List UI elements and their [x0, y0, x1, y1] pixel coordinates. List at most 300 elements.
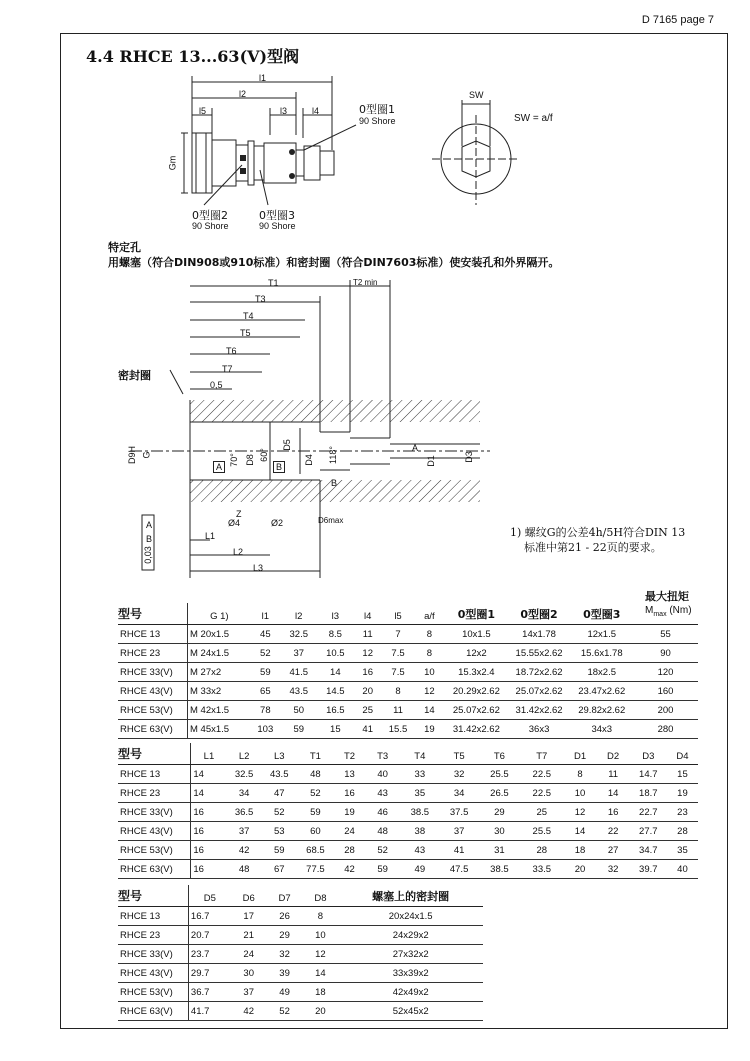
- lbl-d1: D1: [425, 455, 436, 467]
- table-cell: 16: [597, 803, 630, 822]
- table-cell: 55: [633, 625, 698, 644]
- table-cell: 25.5: [479, 765, 520, 784]
- table-row: [118, 663, 698, 682]
- table-cell: 26: [267, 907, 303, 926]
- table-cell: 45: [251, 625, 280, 644]
- table-cell: 42: [227, 841, 262, 860]
- table-cell: 25: [520, 803, 563, 822]
- table-cell: 30: [479, 822, 520, 841]
- column-header: T6: [479, 743, 520, 765]
- table-cell: 8: [414, 625, 445, 644]
- table-cell: 14x1.78: [508, 625, 571, 644]
- column-header: 0型圈2: [508, 603, 571, 625]
- table-cell: 52: [365, 841, 400, 860]
- dim-t2min: T2 min: [353, 278, 378, 287]
- table-cell: 40: [365, 765, 400, 784]
- table-cell: 27.7: [630, 822, 667, 841]
- table-cell: 10x1.5: [445, 625, 508, 644]
- table-cell: 8: [414, 644, 445, 663]
- table-cell: 48: [365, 822, 400, 841]
- table-cell: 41.7: [188, 1002, 230, 1021]
- lbl-a-arrow: A: [412, 443, 419, 453]
- column-header: D1: [564, 743, 597, 765]
- lbl-d3: D3: [463, 451, 474, 463]
- table-row: [118, 803, 698, 822]
- column-header: D3: [630, 743, 667, 765]
- column-header: D4: [667, 743, 698, 765]
- table-cell: 52x45x2: [338, 1002, 483, 1021]
- lbl-g: G: [141, 451, 152, 459]
- column-header: 螺塞上的密封圈: [338, 885, 483, 907]
- table-cell: 103: [251, 720, 280, 739]
- table-cell: 43.5: [262, 765, 297, 784]
- table-cell: 35: [667, 841, 698, 860]
- table-cell: 15.55x2.62: [508, 644, 571, 663]
- table-cell: 78: [251, 701, 280, 720]
- dim-l1-hole: L1: [205, 531, 216, 541]
- table-cell: 52: [251, 644, 280, 663]
- dim-t1: T1: [268, 278, 279, 288]
- table-cell: 200: [633, 701, 698, 720]
- table-cell: RHCE 53(V): [118, 701, 187, 720]
- table-cell: 16: [334, 784, 365, 803]
- table-cell: 24x29x2: [338, 926, 483, 945]
- table-cell: 59: [365, 860, 400, 879]
- table-cell: 24: [334, 822, 365, 841]
- table-cell: 14: [414, 701, 445, 720]
- table-cell: 14: [191, 765, 227, 784]
- table-cell: 8: [564, 765, 597, 784]
- table-cell: 36.7: [188, 983, 230, 1002]
- table-cell: 39.7: [630, 860, 667, 879]
- oring3-shore: 90 Shore: [259, 221, 296, 231]
- lbl-z: Z: [236, 509, 242, 519]
- dim-l1: l1: [259, 73, 267, 83]
- table-cell: 18x2.5: [570, 663, 633, 682]
- table-cell: 10: [564, 784, 597, 803]
- lbl-118deg: 118°: [327, 446, 338, 464]
- table-cell: 24: [231, 945, 267, 964]
- seal-label: 密封圈: [118, 369, 151, 382]
- table-cell: M 42x1.5: [187, 701, 250, 720]
- table-cell: 20: [353, 682, 382, 701]
- table-cell: 23.47x2.62: [570, 682, 633, 701]
- table-cell: 33.5: [520, 860, 563, 879]
- table-cell: 12x1.5: [570, 625, 633, 644]
- table-cell: RHCE 53(V): [118, 983, 188, 1002]
- column-header: T7: [520, 743, 563, 765]
- table-cell: 42: [334, 860, 365, 879]
- table-cell: 19: [667, 784, 698, 803]
- table-row: [118, 926, 483, 945]
- lbl-datum-a: A: [213, 461, 225, 473]
- table-cell: 18.72x2.62: [508, 663, 571, 682]
- table-cell: 22.5: [520, 784, 563, 803]
- dim-l3-hole: L3: [253, 563, 264, 573]
- column-header: D7: [267, 885, 303, 907]
- table-row: [118, 945, 483, 964]
- table-cell: RHCE 63(V): [118, 860, 191, 879]
- table-cell: 43: [400, 841, 439, 860]
- column-header: l5: [382, 603, 413, 625]
- footnote: [510, 525, 685, 555]
- lbl-70deg: 70°: [228, 453, 239, 467]
- column-header: 0型圈1: [445, 603, 508, 625]
- table-cell: 14: [318, 663, 354, 682]
- dim-l3: l3: [280, 106, 288, 116]
- table-cell: 14: [564, 822, 597, 841]
- dim-t6: T6: [226, 346, 237, 356]
- oring1-label: 0型圈1: [359, 103, 395, 116]
- lbl-tol-b: B: [146, 534, 153, 544]
- table-cell: 22.5: [520, 765, 563, 784]
- column-header: L1: [191, 743, 227, 765]
- torque-unit: $M_{max}$ (Nm): [645, 605, 692, 618]
- table-cell: 15: [318, 720, 354, 739]
- footnote-line2: 标准中第21 - 22页的要求。: [524, 541, 662, 554]
- table-cell: 14.7: [630, 765, 667, 784]
- table-cell: RHCE 13: [118, 907, 188, 926]
- table-cell: 28: [520, 841, 563, 860]
- table-cell: 21: [231, 926, 267, 945]
- table-cell: 37: [231, 983, 267, 1002]
- sw-label: SW: [469, 90, 484, 100]
- column-header: a/f: [414, 603, 445, 625]
- table-cell: 7.5: [382, 663, 413, 682]
- table-cell: 7.5: [382, 644, 413, 663]
- column-header: L3: [262, 743, 297, 765]
- table-row: [118, 983, 483, 1002]
- special-hole-body: 用螺塞（符合DIN908或910标准）和密封圈（符合DIN7603标准）使安装孔和外界隔开。: [108, 256, 560, 269]
- table-header-row: [118, 743, 698, 765]
- table-row: [118, 907, 483, 926]
- table-cell: 34x3: [570, 720, 633, 739]
- table-cell: 29: [267, 926, 303, 945]
- table-cell: 36.5: [227, 803, 262, 822]
- table-cell: 15: [667, 765, 698, 784]
- lbl-60deg: 60°: [258, 448, 269, 462]
- table-cell: 52: [267, 1002, 303, 1021]
- table-cell: 16: [353, 663, 382, 682]
- table-cell: 46: [365, 803, 400, 822]
- page-reference: D 7165 page 7: [641, 14, 714, 26]
- table-cell: 22: [597, 822, 630, 841]
- table-cell: 41: [439, 841, 478, 860]
- table-row: [118, 701, 698, 720]
- table-cell: 25: [353, 701, 382, 720]
- column-header: l1: [251, 603, 280, 625]
- table-cell: 42x49x2: [338, 983, 483, 1002]
- column-header: L2: [227, 743, 262, 765]
- table-cell: 28: [334, 841, 365, 860]
- table-cell: 12: [353, 644, 382, 663]
- table-cell: RHCE 33(V): [118, 945, 188, 964]
- table-cell: 14: [191, 784, 227, 803]
- table-cell: 27: [597, 841, 630, 860]
- dim-t3: T3: [255, 294, 266, 304]
- table-cell: 8: [303, 907, 339, 926]
- dim-g: Gm: [167, 155, 178, 171]
- table-cell: 14.5: [318, 682, 354, 701]
- table-cell: 12: [303, 945, 339, 964]
- table-row: [118, 860, 698, 879]
- table-cell: 120: [633, 663, 698, 682]
- table-cell: 18: [303, 983, 339, 1002]
- table-cell: 29.7: [188, 964, 230, 983]
- table-cell: 47: [262, 784, 297, 803]
- table-cell: 11: [353, 625, 382, 644]
- dim-l2: l2: [239, 89, 247, 99]
- lbl-d4: D4: [303, 454, 314, 466]
- table-cell: RHCE 33(V): [118, 803, 191, 822]
- table-cell: 40: [667, 860, 698, 879]
- table-cell: 18: [564, 841, 597, 860]
- table-cell: 30: [231, 964, 267, 983]
- column-header: D8: [303, 885, 339, 907]
- table-cell: 52: [262, 803, 297, 822]
- table-cell: M 45x1.5: [187, 720, 250, 739]
- table-cell: 34.7: [630, 841, 667, 860]
- table-cell: 35: [400, 784, 439, 803]
- table-cell: 32: [439, 765, 478, 784]
- table-cell: 8.5: [318, 625, 354, 644]
- table-cell: 16.7: [188, 907, 230, 926]
- table-cell: 23: [667, 803, 698, 822]
- table-cell: 32.5: [280, 625, 318, 644]
- dim-l5: l5: [199, 106, 207, 116]
- table-header-row: [118, 885, 483, 907]
- table-cell: 20x24x1.5: [338, 907, 483, 926]
- table-cell: 41.5: [280, 663, 318, 682]
- table-cell: 16.5: [318, 701, 354, 720]
- column-header: T5: [439, 743, 478, 765]
- table-cell: 49: [400, 860, 439, 879]
- table-cell: 13: [334, 765, 365, 784]
- table-cell: 20: [564, 860, 597, 879]
- table-cell: 68.5: [297, 841, 334, 860]
- table-cell: 38: [400, 822, 439, 841]
- footnote-line1: 1) 螺纹G的公差4h/5H符合DIN 13: [510, 526, 686, 539]
- table-cell: 39: [267, 964, 303, 983]
- table-cell: 65: [251, 682, 280, 701]
- dim-t5: T5: [240, 328, 251, 338]
- table-cell: 38.5: [400, 803, 439, 822]
- oring1-shore: 90 Shore: [359, 116, 396, 126]
- table-cell: 16: [191, 841, 227, 860]
- lbl-phi4: Ø4: [228, 518, 241, 528]
- oring3-label: 0型圈3: [259, 209, 295, 222]
- table-row: [118, 682, 698, 701]
- table-cell: 7: [382, 625, 413, 644]
- column-header: G 1): [187, 603, 250, 625]
- table-cell: 42: [231, 1002, 267, 1021]
- table-cell: 14: [303, 964, 339, 983]
- table-cell: M 24x1.5: [187, 644, 250, 663]
- table-cell: 10: [414, 663, 445, 682]
- table-cell: 37: [227, 822, 262, 841]
- table-cell: 43: [365, 784, 400, 803]
- table-cell: 59: [251, 663, 280, 682]
- table-cell: 160: [633, 682, 698, 701]
- table-cell: 34: [439, 784, 478, 803]
- section-title: 4.4 RHCE 13...63(V)型阀: [86, 47, 300, 66]
- table-cell: 15.6x1.78: [570, 644, 633, 663]
- table-hole-dimensions: [118, 743, 698, 879]
- column-header: T2: [334, 743, 365, 765]
- table-cell: 77.5: [297, 860, 334, 879]
- table-cell: 36x3: [508, 720, 571, 739]
- table-cell: 29.82x2.62: [570, 701, 633, 720]
- table-cell: RHCE 23: [118, 644, 187, 663]
- table-cell: 14: [597, 784, 630, 803]
- column-header: l3: [318, 603, 354, 625]
- table-row: [118, 765, 698, 784]
- sw-note: SW = a/f: [514, 113, 553, 124]
- table-cell: 47.5: [439, 860, 478, 879]
- table-cell: 38.5: [479, 860, 520, 879]
- lbl-d9h: D9H: [127, 445, 138, 465]
- table-cell: 37: [280, 644, 318, 663]
- lbl-phi2: Ø2: [271, 518, 284, 528]
- table-row: [118, 644, 698, 663]
- lbl-tolerance: 0,03: [142, 546, 153, 564]
- column-header: 型号: [118, 885, 188, 907]
- table-cell: 32: [267, 945, 303, 964]
- table-cell: 16: [191, 822, 227, 841]
- table-valve-dimensions: [118, 603, 698, 739]
- oring2-shore: 90 Shore: [192, 221, 229, 231]
- column-header: T4: [400, 743, 439, 765]
- table-cell: 25.07x2.62: [508, 682, 571, 701]
- column-header: l4: [353, 603, 382, 625]
- table-cell: RHCE 63(V): [118, 720, 187, 739]
- table-row: [118, 822, 698, 841]
- table-cell: 15.5: [382, 720, 413, 739]
- table-cell: 53: [262, 822, 297, 841]
- table-cell: 48: [227, 860, 262, 879]
- table-cell: 31.42x2.62: [508, 701, 571, 720]
- table-cell: 90: [633, 644, 698, 663]
- dim-t7: T7: [222, 364, 233, 374]
- table-row: [118, 625, 698, 644]
- table-cell: 48: [297, 765, 334, 784]
- table-cell: 32: [597, 860, 630, 879]
- column-header: l2: [280, 603, 318, 625]
- table-cell: 12: [414, 682, 445, 701]
- table-cell: 33: [400, 765, 439, 784]
- table-cell: RHCE 13: [118, 625, 187, 644]
- table-cell: 12x2: [445, 644, 508, 663]
- lbl-d5: D5: [281, 439, 292, 451]
- table-cell: 8: [382, 682, 413, 701]
- column-header: T3: [365, 743, 400, 765]
- dim-05: 0,5: [210, 380, 223, 390]
- table-cell: 18.7: [630, 784, 667, 803]
- table-header-row: [118, 603, 698, 625]
- table-cell: 11: [382, 701, 413, 720]
- column-header: D2: [597, 743, 630, 765]
- table-cell: 60: [297, 822, 334, 841]
- table-cell: RHCE 43(V): [118, 682, 187, 701]
- table-cell: 28: [667, 822, 698, 841]
- column-header: [633, 603, 698, 625]
- table-cell: 59: [280, 720, 318, 739]
- table-cell: 67: [262, 860, 297, 879]
- table-cell: 12: [564, 803, 597, 822]
- table-row: [118, 841, 698, 860]
- table-cell: M 20x1.5: [187, 625, 250, 644]
- table-cell: 27x32x2: [338, 945, 483, 964]
- table-cell: RHCE 23: [118, 784, 191, 803]
- table-cell: 11: [597, 765, 630, 784]
- oring2-label: 0型圈2: [192, 209, 228, 222]
- table-cell: 29: [479, 803, 520, 822]
- column-header: T1: [297, 743, 334, 765]
- column-header: D5: [188, 885, 230, 907]
- table-cell: 32.5: [227, 765, 262, 784]
- lbl-d6max: D6max: [318, 516, 344, 525]
- table-cell: 25.07x2.62: [445, 701, 508, 720]
- table-cell: 20.29x2.62: [445, 682, 508, 701]
- table-cell: 37: [439, 822, 478, 841]
- table-cell: 41: [353, 720, 382, 739]
- table-cell: RHCE 23: [118, 926, 188, 945]
- table-cell: 10.5: [318, 644, 354, 663]
- table-cell: 17: [231, 907, 267, 926]
- table-cell: 31.42x2.62: [445, 720, 508, 739]
- table-cell: 59: [262, 841, 297, 860]
- table-cell: RHCE 13: [118, 765, 191, 784]
- table-cell: 43.5: [280, 682, 318, 701]
- table-cell: 34: [227, 784, 262, 803]
- table-plug-dimensions: [118, 885, 483, 1021]
- table-cell: RHCE 43(V): [118, 964, 188, 983]
- column-header: 型号: [118, 603, 187, 625]
- table-cell: 16: [191, 803, 227, 822]
- column-header: 0型圈3: [570, 603, 633, 625]
- table-cell: 49: [267, 983, 303, 1002]
- table-cell: 20.7: [188, 926, 230, 945]
- table-cell: 19: [414, 720, 445, 739]
- table-cell: 22.7: [630, 803, 667, 822]
- table-cell: M 27x2: [187, 663, 250, 682]
- table-cell: 33x39x2: [338, 964, 483, 983]
- table-cell: 37.5: [439, 803, 478, 822]
- table-cell: 19: [334, 803, 365, 822]
- table-cell: 59: [297, 803, 334, 822]
- table-cell: M 33x2: [187, 682, 250, 701]
- table-cell: RHCE 53(V): [118, 841, 191, 860]
- table-cell: 26.5: [479, 784, 520, 803]
- table-row: [118, 964, 483, 983]
- table-cell: 15.3x2.4: [445, 663, 508, 682]
- lbl-tol-a: A: [146, 520, 153, 530]
- dim-l4: l4: [312, 106, 320, 116]
- table-row: [118, 720, 698, 739]
- table-row: [118, 1002, 483, 1021]
- table-cell: 52: [297, 784, 334, 803]
- table-cell: RHCE 63(V): [118, 1002, 188, 1021]
- table-cell: RHCE 43(V): [118, 822, 191, 841]
- lbl-datum-b: B: [273, 461, 285, 473]
- table-row: [118, 784, 698, 803]
- table-cell: 20: [303, 1002, 339, 1021]
- lbl-d8: D8: [244, 454, 255, 466]
- column-header: D6: [231, 885, 267, 907]
- table-cell: 25.5: [520, 822, 563, 841]
- special-hole-heading: 特定孔: [108, 241, 141, 254]
- table-cell: 50: [280, 701, 318, 720]
